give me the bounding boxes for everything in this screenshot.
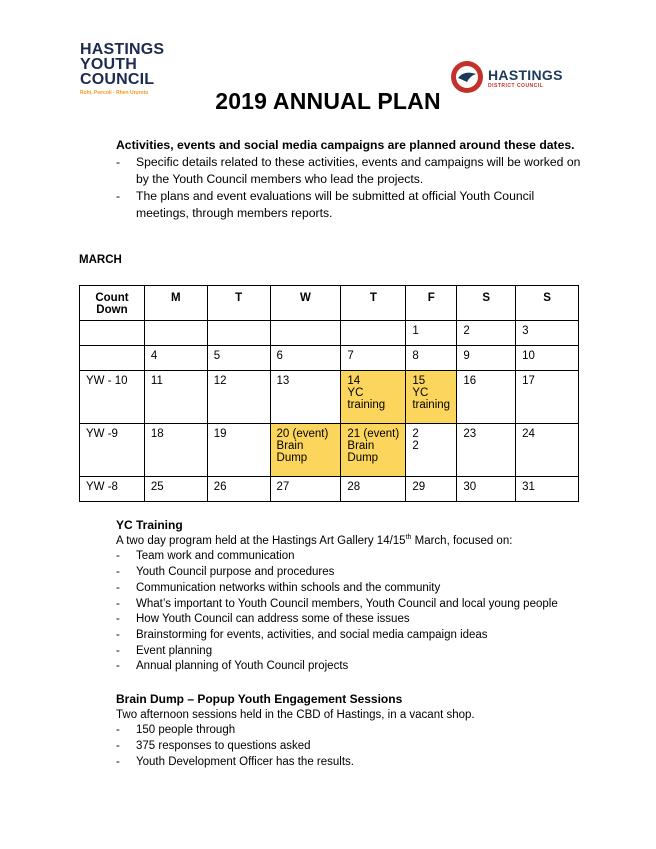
countdown-cell: YW -9 [80, 424, 145, 477]
countdown-cell [80, 321, 145, 346]
header-fri: F [406, 286, 457, 321]
list-item-text: Communication networks within schools and the community [136, 581, 441, 594]
bullet-dash: - [116, 613, 120, 626]
day-cell: 21 (event) Brain Dump [341, 424, 406, 477]
list-item-text: The plans and event evaluations will be submitted at official Youth Council meetings, through members reports. [136, 189, 535, 220]
list-item-text: Youth Development Officer has the results. [136, 755, 354, 768]
list-item-text: Team work and communication [136, 550, 295, 563]
district-council-name: HASTINGS [488, 67, 563, 83]
list-item [116, 659, 586, 675]
day-cell: 5 [207, 346, 270, 371]
day-cell: 11 [144, 371, 207, 424]
list-item [116, 755, 586, 771]
list-item [116, 628, 586, 644]
header-sat: S [457, 286, 516, 321]
list-item [116, 581, 586, 597]
month-heading: MARCH [79, 254, 122, 266]
list-item-text: What’s important to Youth Council members, Youth Council and local young people [136, 597, 558, 610]
logo-line-youth: YOUTH [80, 56, 137, 73]
list-item [116, 612, 586, 628]
list-item-text: Specific details related to these activities, events and campaigns will be worked on by the Youth Council members who lead the projects. [136, 155, 581, 186]
day-cell: 2 [457, 321, 516, 346]
countdown-cell: YW - 10 [80, 371, 145, 424]
day-cell: 15 YC training [406, 371, 457, 424]
day-cell: 12 [207, 371, 270, 424]
day-cell [270, 321, 341, 346]
bullet-dash: - [116, 566, 120, 579]
table-row [80, 371, 579, 424]
yc-training-desc-sup: th [405, 533, 412, 541]
day-cell: 13 [270, 371, 341, 424]
header-thu: T [341, 286, 406, 321]
list-item: - Specific details related to these activities, events and campaigns will be worked on by the Youth Council members who lead the projects. [116, 155, 581, 186]
day-cell: 17 [516, 371, 579, 424]
yc-training-desc-text-end: March, focused on: [411, 534, 513, 547]
brain-dump-title: Brain Dump – Popup Youth Engagement Sessions [116, 692, 403, 706]
list-item-text: Event planning [136, 644, 213, 657]
list-item-text: Brainstorming for events, activities, and social media campaign ideas [136, 628, 488, 641]
list-item [116, 549, 586, 565]
day-cell: 1 [406, 321, 457, 346]
day-cell: 25 [144, 477, 207, 502]
list-item: - The plans and event evaluations will be submitted at official Youth Council meetings, through members reports. [116, 189, 535, 220]
header-mon: M [144, 286, 207, 321]
bullet-dash: - [116, 740, 120, 753]
day-cell: 27 [270, 477, 341, 502]
bullet-dash: - [116, 628, 120, 641]
logo-line-council: COUNCIL [80, 71, 155, 88]
intro-section [116, 137, 586, 222]
day-cell: 10 [516, 346, 579, 371]
brain-dump-section [116, 692, 586, 771]
day-cell: 7 [341, 346, 406, 371]
day-cell: 29 [406, 477, 457, 502]
day-cell: 4 [144, 346, 207, 371]
bullet-dash: - [116, 644, 120, 657]
countdown-cell [80, 346, 145, 371]
intro-bullets [116, 154, 586, 222]
list-item [116, 723, 586, 739]
day-cell: 30 [457, 477, 516, 502]
table-row [80, 477, 579, 502]
intro-lead: Activities, events and social media campaigns are planned around these dates. [116, 138, 575, 152]
day-cell: 18 [144, 424, 207, 477]
brain-dump-desc: Two afternoon sessions held in the CBD of Hastings, in a vacant shop. [116, 708, 475, 721]
day-cell: 8 [406, 346, 457, 371]
day-cell [207, 321, 270, 346]
day-cell [341, 321, 406, 346]
day-cell: 23 [457, 424, 516, 477]
list-item-text: 375 responses to questions asked [136, 740, 311, 753]
day-cell: 9 [457, 346, 516, 371]
day-cell: 20 (event) Brain Dump [270, 424, 341, 477]
bullet-dash: - [116, 581, 120, 594]
yc-training-bullets [116, 549, 586, 675]
header-count-down: Count Down [80, 286, 145, 321]
yc-training-desc [116, 534, 586, 550]
bullet-dash: - [116, 660, 120, 673]
day-cell: 16 [457, 371, 516, 424]
table-row [80, 321, 579, 346]
day-cell: 28 [341, 477, 406, 502]
table-row [80, 424, 579, 477]
day-cell: 24 [516, 424, 579, 477]
day-cell: 3 [516, 321, 579, 346]
list-item-text: Youth Council purpose and procedures [136, 566, 335, 579]
table-row [80, 346, 579, 371]
bullet-dash: - [116, 724, 120, 737]
header-sun: S [516, 286, 579, 321]
day-cell: 2 2 [406, 424, 457, 477]
calendar-table [79, 285, 579, 502]
header-wed: W [270, 286, 341, 321]
logo-tagline: Rohi, Pwrcoli · Rhen Ururoto [80, 90, 149, 96]
day-cell: 26 [207, 477, 270, 502]
district-council-sub: DISTRICT COUNCIL [488, 83, 544, 89]
bullet-dash: - [116, 597, 120, 610]
header-tue: T [207, 286, 270, 321]
list-item-text: Annual planning of Youth Council projects [136, 660, 349, 673]
yc-training-desc-text: A two day program held at the Hastings Art Gallery 14/15 [116, 534, 406, 547]
day-cell: 14 YC training [341, 371, 406, 424]
list-item [116, 644, 586, 660]
list-item [116, 565, 586, 581]
table-header-row [80, 286, 579, 321]
day-cell: 6 [270, 346, 341, 371]
day-cell [144, 321, 207, 346]
day-cell: 31 [516, 477, 579, 502]
logo-line-hastings: HASTINGS [80, 41, 165, 58]
brain-dump-bullets [116, 723, 586, 770]
page-title: 2019 ANNUAL PLAN [215, 88, 441, 114]
list-item [116, 739, 586, 755]
list-item-text: How Youth Council can address some of these issues [136, 613, 410, 626]
list-item-text: 150 people through [136, 724, 236, 737]
yc-training-section [116, 518, 586, 675]
day-cell: 19 [207, 424, 270, 477]
bullet-dash: - [116, 755, 120, 768]
list-item [116, 597, 586, 613]
yc-training-title: YC Training [116, 518, 183, 532]
countdown-cell: YW -8 [80, 477, 145, 502]
bullet-dash: - [116, 550, 120, 563]
